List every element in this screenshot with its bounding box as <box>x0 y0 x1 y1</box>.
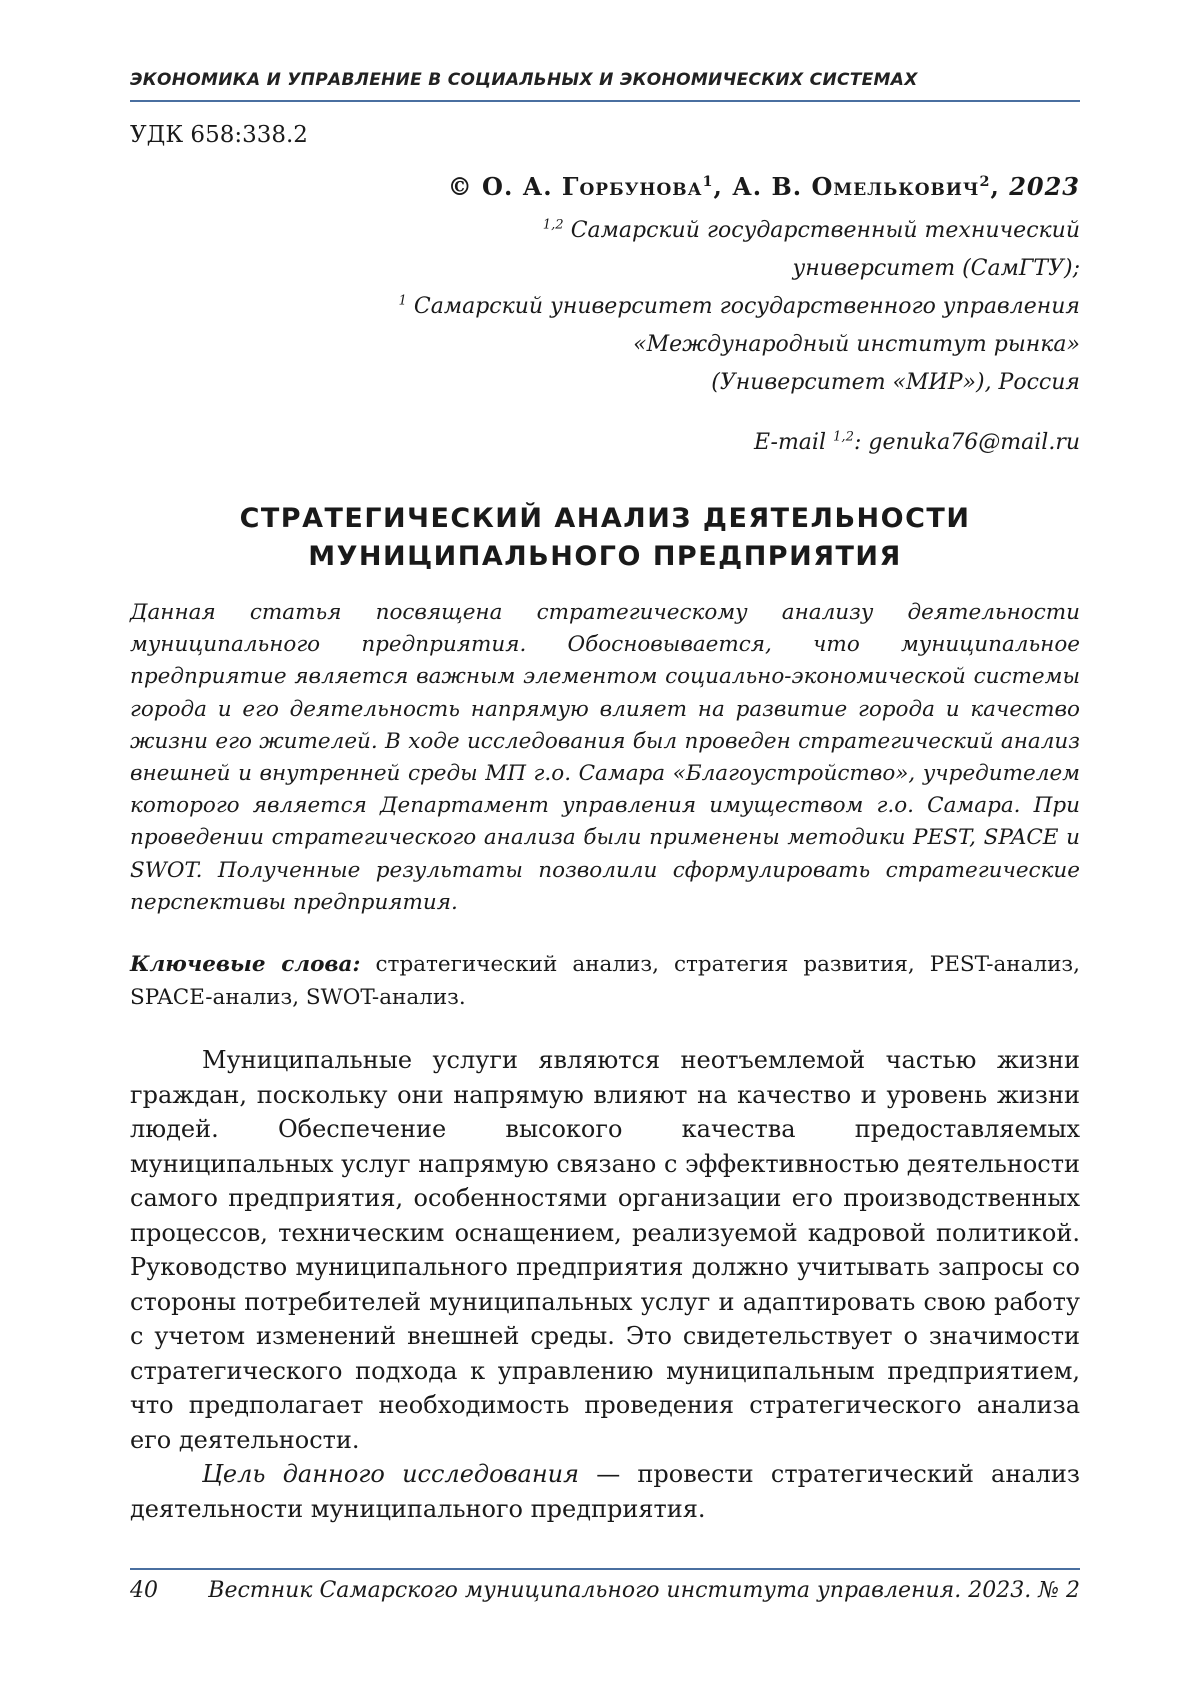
abstract: Данная статья посвящена стратегическому анализу деятельности муниципального предприятия. Обосновывается, что муниципальное предприятие является важным элементом социально-экономической системы города и его деятельность напрямую влияет на развитие города и качество жизни его жителей. В ходе исследования был проведен стратегический анализ внешней и внутренней среды МП г.о. Самара «Благоустройство», учредителем которого является Департамент управления имуществом г.о. Самара. При проведении стратегического анализа были применены методики PEST, SPACE и SWOT. Полученные результаты позволили сформулировать стратегические перспективы предприятия. <box>130 600 1080 915</box>
copyright-sign: © <box>447 172 473 201</box>
udk-code: УДК 658:338.2 <box>130 122 308 148</box>
author-separator-2: , <box>990 172 1000 201</box>
body-paragraph-2 <box>130 1457 1080 1526</box>
keywords-label: Ключевые слова: <box>130 952 361 977</box>
author-separator: , <box>713 172 723 201</box>
email-line <box>754 430 1080 455</box>
page <box>130 0 1080 1697</box>
keywords <box>130 948 1080 1014</box>
running-head: ЭКОНОМИКА И УПРАВЛЕНИЕ В СОЦИАЛЬНЫХ И ЭКОНОМИЧЕСКИХ СИСТЕМАХ <box>130 70 918 90</box>
author-1-sup: 1 <box>702 173 714 190</box>
header-rule <box>130 100 1080 102</box>
author-line <box>448 172 1080 201</box>
email-sup: 1,2 <box>833 429 854 445</box>
affiliation-line-5: (Университет «МИР»), Россия <box>711 370 1080 395</box>
title-line-1: СТРАТЕГИЧЕСКИЙ АНАЛИЗ ДЕЯТЕЛЬНОСТИ <box>239 503 971 534</box>
affiliations <box>320 212 1080 402</box>
body-text <box>130 1043 1080 1526</box>
page-number: 40 <box>130 1578 158 1603</box>
title-line-2: МУНИЦИПАЛЬНОГО ПРЕДПРИЯТИЯ <box>308 541 902 572</box>
author-2-sup: 2 <box>979 173 991 190</box>
affiliation-line-2: университет (СамГТУ); <box>792 256 1080 281</box>
email-address[interactable]: : genuka76@mail.ru <box>853 430 1080 455</box>
affiliation-line-3 <box>320 288 1080 326</box>
affiliation-line-1-text: Самарский государственный технический <box>570 218 1080 243</box>
affiliation-line-3-text: Самарский университет государственного управления <box>413 294 1080 319</box>
affiliation-3-sup: 1 <box>398 293 407 309</box>
affiliation-line-4: «Международный институт рынка» <box>633 332 1080 357</box>
author-2-name: А. В. Омелькович <box>732 172 980 201</box>
journal-name: Вестник Самарского муниципального института управления. 2023. № 2 <box>208 1578 1080 1603</box>
research-goal-text: — провести стратегический анализ деятельности муниципального предприятия. <box>130 1460 1080 1523</box>
email-label: E-mail <box>754 430 826 455</box>
keywords-text: стратегический анализ, стратегия развития, PEST-анализ, SPACE-анализ, SWOT-анализ. <box>130 952 1080 1010</box>
body-paragraph-1: Муниципальные услуги являются неотъемлемой частью жизни граждан, поскольку они напрямую влияют на качество и уровень жизни людей. Обеспечение высокого качества предоставляемых муниципальных услуг напрямую связано с эффективностью деятельности самого предприятия, особенностями организации его производственных процессов, техническим оснащением, реализуемой кадровой политикой. Руководство муниципального предприятия должно учитывать запросы со стороны потребителей муниципальных услуг и адаптировать свою работу с учетом изменений внешней среды. Это свидетельствует о значимости стратегического подхода к управлению муниципальным предприятием, что предполагает необходимость проведения стратегического анализа его деятельности. <box>130 1046 1080 1454</box>
author-1-name: О. А. Горбунова <box>482 172 703 201</box>
publication-year: 2023 <box>1009 172 1080 201</box>
affiliation-1-sup: 1,2 <box>542 217 564 233</box>
article-title <box>130 500 1080 576</box>
research-goal-label: Цель данного исследования <box>202 1460 579 1488</box>
affiliation-line-1 <box>320 212 1080 250</box>
footer-rule <box>130 1568 1080 1570</box>
